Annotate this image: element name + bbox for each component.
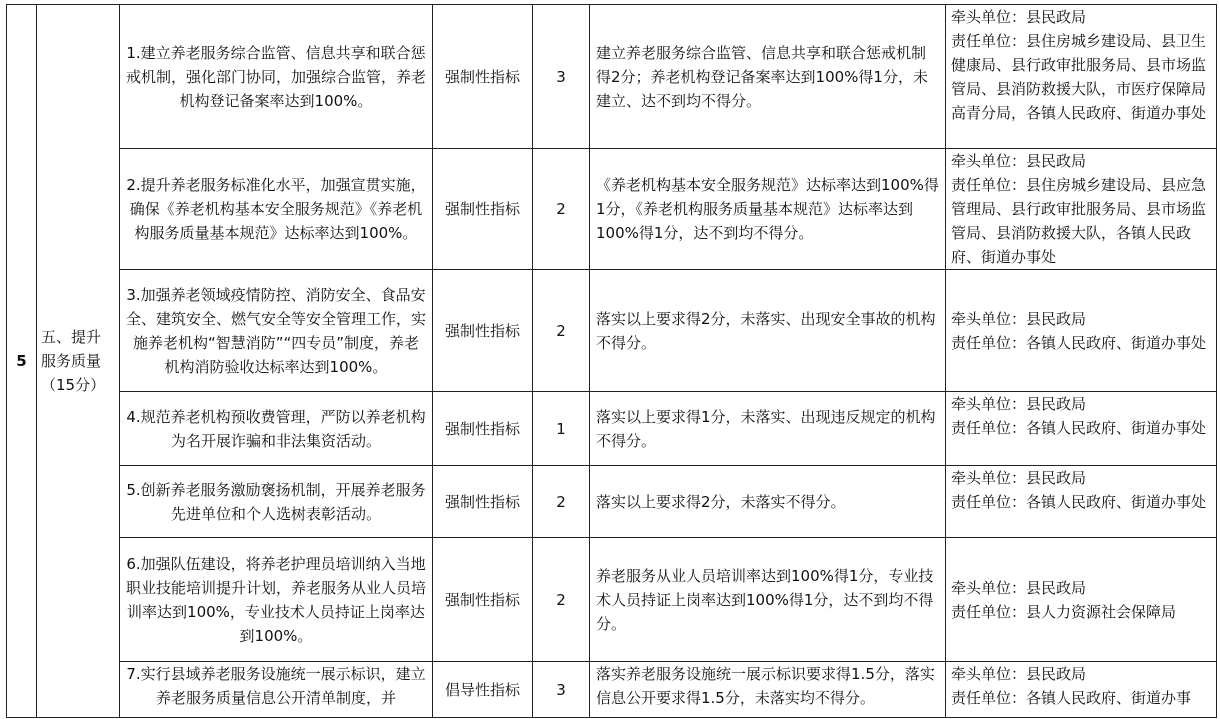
table-row xyxy=(7,466,1217,538)
responsibility-cell xyxy=(946,270,1217,392)
responsible-units: 责任单位：县住房城乡建设局、县卫生健康局、县行政审批服务局、县市场监管局、县消防救援大队，市医疗保障局高青分局，各镇人民政府、街道办事处 xyxy=(951,32,1207,122)
requirement-cell: 6.加强队伍建设，将养老护理员培训纳入当地职业技能培训提升计划，养老服务从业人员培训率达到100%，专业技术人员持证上岗率达到100%。 xyxy=(120,538,433,662)
responsible-units: 责任单位：县住房城乡建设局、县应急管理局、县行政审批服务局、县市场监管局、县消防救援大队，各镇人民政府、街道办事处 xyxy=(951,176,1207,266)
table-row xyxy=(7,538,1217,662)
requirement-cell: 7.实行县域养老服务设施统一展示标识，建立养老服务质量信息公开清单制度，并 xyxy=(120,662,433,718)
table-row xyxy=(7,392,1217,466)
table-row xyxy=(7,270,1217,392)
requirement-cell: 3.加强养老领域疫情防控、消防安全、食品安全、建筑安全、燃气安全等安全管理工作，实施养老机构“智慧消防”“四专员”制度，养老机构消防验收达标率达到100%。 xyxy=(120,270,433,392)
requirement-cell: 1.建立养老服务综合监管、信息共享和联合惩戒机制，强化部门协同，加强综合监管，养老机构登记备案率达到100%。 xyxy=(120,5,433,149)
score-cell: 2 xyxy=(533,149,590,270)
criteria-cell: 落实以上要求得2分，未落实、出现安全事故的机构不得分。 xyxy=(590,270,946,392)
criteria-cell: 建立养老服务综合监管、信息共享和联合惩戒机制得2分；养老机构登记备案率达到100%得1分，未建立、达不到均不得分。 xyxy=(590,5,946,149)
requirement-cell: 2.提升养老服务标准化水平，加强宣贯实施，确保《养老机构基本安全服务规范》《养老机构服务质量基本规范》达标率达到100%。 xyxy=(120,149,433,270)
indicator-type: 强制性指标 xyxy=(433,392,533,466)
score-cell: 2 xyxy=(533,466,590,538)
lead-unit: 牵头单位：县民政局 xyxy=(951,395,1087,413)
criteria-cell: 落实以上要求得2分，未落实不得分。 xyxy=(590,466,946,538)
section-number: 5 xyxy=(7,5,37,718)
requirement-cell: 4.规范养老机构预收费管理，严防以养老机构为名开展诈骗和非法集资活动。 xyxy=(120,392,433,466)
lead-unit: 牵头单位：县民政局 xyxy=(951,578,1087,597)
table-row xyxy=(7,662,1217,718)
score-cell: 2 xyxy=(533,538,590,662)
criteria-cell: 《养老机构基本安全服务规范》达标率达到100%得1分，《养老机构服务质量基本规范》达标率达到100%得1分，达不到均不得分。 xyxy=(590,149,946,270)
score-cell: 1 xyxy=(533,392,590,466)
score-cell: 3 xyxy=(533,662,590,718)
lead-unit: 牵头单位：县民政局 xyxy=(951,309,1087,328)
criteria-cell: 落实养老服务设施统一展示标识要求得1.5分，落实信息公开要求得1.5分，未落实均不得分。 xyxy=(590,662,946,718)
lead-unit: 牵头单位：县民政局 xyxy=(951,8,1087,26)
score-cell: 2 xyxy=(533,270,590,392)
table-row xyxy=(7,149,1217,270)
indicator-type: 强制性指标 xyxy=(433,149,533,270)
responsible-units: 责任单位：各镇人民政府、街道办事 xyxy=(951,689,1192,707)
lead-unit: 牵头单位：县民政局 xyxy=(951,469,1087,487)
responsibility-cell xyxy=(946,466,1217,538)
responsibility-cell xyxy=(946,662,1217,718)
section-category: 五、提升服务质量（15分） xyxy=(37,5,120,718)
responsible-units: 责任单位：县人力资源社会保障局 xyxy=(951,602,1177,621)
criteria-cell: 养老服务从业人员培训率达到100%得1分，专业技术人员持证上岗率达到100%得1分，达不到均不得分。 xyxy=(590,538,946,662)
indicator-type: 倡导性指标 xyxy=(433,662,533,718)
score-cell: 3 xyxy=(533,5,590,149)
lead-unit: 牵头单位：县民政局 xyxy=(951,152,1087,170)
criteria-cell: 落实以上要求得1分，未落实、出现违反规定的机构不得分。 xyxy=(590,392,946,466)
responsibility-cell xyxy=(946,5,1217,149)
responsibility-cell xyxy=(946,149,1217,270)
table-row xyxy=(7,5,1217,149)
indicator-type: 强制性指标 xyxy=(433,538,533,662)
indicator-type: 强制性指标 xyxy=(433,466,533,538)
responsible-units: 责任单位：各镇人民政府、街道办事处 xyxy=(951,419,1207,437)
indicator-type: 强制性指标 xyxy=(433,5,533,149)
evaluation-table xyxy=(6,4,1217,718)
lead-unit: 牵头单位：县民政局 xyxy=(951,665,1087,683)
indicator-type: 强制性指标 xyxy=(433,270,533,392)
responsible-units: 责任单位：各镇人民政府、街道办事处 xyxy=(951,493,1207,511)
responsibility-cell xyxy=(946,538,1217,662)
responsibility-cell xyxy=(946,392,1217,466)
responsible-units: 责任单位：各镇人民政府、街道办事处 xyxy=(951,333,1207,352)
requirement-cell: 5.创新养老服务激励褒扬机制，开展养老服务先进单位和个人选树表彰活动。 xyxy=(120,466,433,538)
